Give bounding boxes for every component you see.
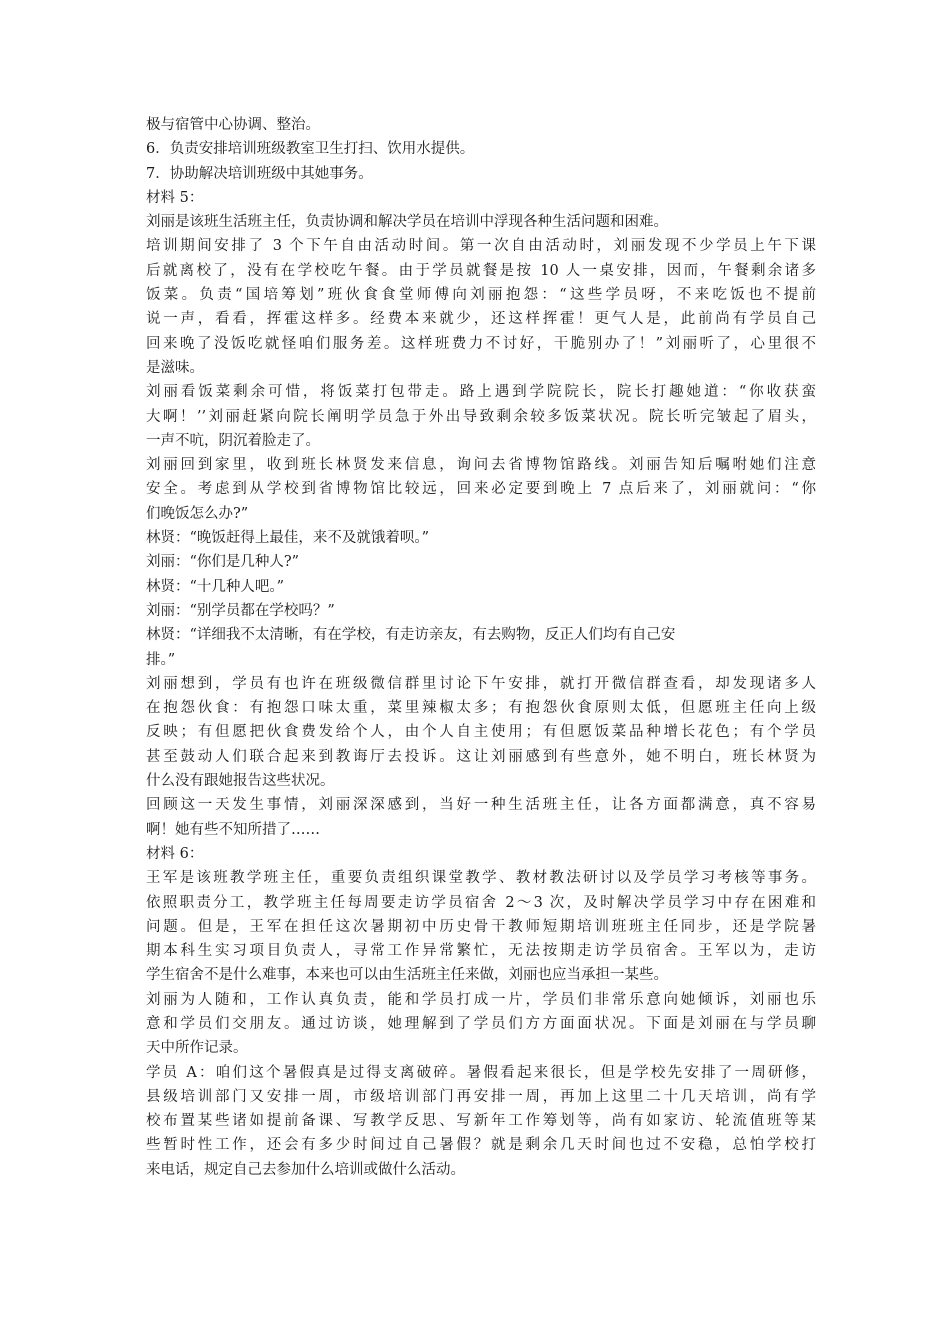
text-line: 6．负责安排培训班级教室卫生打扫、饮用水提供。 — [146, 141, 475, 158]
text-line: 材料 6： — [146, 845, 204, 862]
text-line: 刘丽回到家里，收到班长林贤发来信息，询问去省博物馆路线。刘丽告知后嘱咐她们注意 — [146, 457, 816, 474]
text-line: 刘丽想到，学员有也许在班级微信群里讨论下午安排，就打开微信群查看，却发现诸多人 — [146, 675, 816, 692]
text-line: 培训期间安排了 3 个下午自由活动时间。第一次自由活动时，刘丽发现不少学员上午下课 — [146, 238, 816, 255]
text-line: 后就离校了，没有在学校吃午餐。由于学员就餐是按 10 人一桌安排，因而，午餐剩余诸多 — [146, 262, 816, 279]
text-line: 依照职责分工，教学班主任每周要走访学员宿舍 2～3 次，及时解决学员学习中存在困难和 — [146, 894, 816, 911]
text-line: 来电话，规定自己去参加什么培训或做什么活动。 — [146, 1161, 465, 1178]
text-line: 天中所作记录。 — [146, 1040, 248, 1057]
text-line: 安全。考虑到从学校到省博物馆比较远，回来必定要到晚上 7 点后来了，刘丽就问：“你 — [146, 481, 816, 498]
text-line: 些暂时性工作，还会有多少时间过自己暑假？就是剩余几天时间也过不安稳，总怕学校打 — [146, 1137, 816, 1154]
text-line: 刘丽看饭菜剩余可惜，将饭菜打包带走。路上遇到学院院长，院长打趣她道：“你收获蛮 — [146, 384, 816, 401]
text-line: 林贤：“晚饭赶得上最佳，来不及就饿着呗。” — [146, 530, 430, 547]
text-line: 甚至鼓动人们联合起来到教诲厅去投诉。这让刘丽感到有些意外，她不明白，班长林贤为 — [146, 748, 816, 765]
text-line: 7．协助解决培训班级中其她事务。 — [146, 165, 373, 182]
text-line: 问题。但是，王军在担任这次暑期初中历史骨干教师短期培训班班主任同步，还是学院暑 — [146, 918, 816, 935]
text-line: 排。” — [146, 651, 176, 668]
text-line: 学员 A：咱们这个暑假真是过得支离破碎。暑假看起来很长，但是学校先安排了一周研修， — [146, 1064, 816, 1081]
text-line: 饭菜。负责“国培筹划”班伙食食堂师傅向刘丽抱怨：“这些学员呀，不来吃饭也不提前 — [146, 287, 816, 304]
text-line: 刘丽为人随和，工作认真负责，能和学员打成一片，学员们非常乐意向她倾诉，刘丽也乐 — [146, 991, 816, 1008]
text-line: 意和学员们交朋友。通过访谈，她理解到了学员们方方面面状况。下面是刘丽在与学员聊 — [146, 1015, 816, 1032]
text-line: 林贤：“详细我不太清晰，有在学校，有走访亲友，有去购物，反正人们均有自己安 — [146, 627, 676, 644]
text-line: 大啊！’’刘丽赶紧向院长阐明学员急于外出导致剩余较多饭菜状况。院长听完皱起了眉头， — [146, 408, 816, 425]
text-line: 在抱怨伙食：有抱怨口味太重，菜里辣椒太多；有抱怨伙食原则太低，但愿班主任向上级 — [146, 700, 816, 717]
text-line: 材料 5： — [146, 189, 204, 206]
text-line: 是滋味。 — [146, 359, 204, 376]
text-line: 期本科生实习项目负责人，寻常工作异常繁忙，无法按期走访学员宿舍。王军以为，走访 — [146, 943, 816, 960]
text-line: 刘丽：“别学员都在学校吗？” — [146, 602, 335, 619]
text-line: 回顾这一天发生事情，刘丽深深感到，当好一种生活班主任，让各方面都满意，真不容易 — [146, 797, 816, 814]
text-line: 一声不吭，阴沉着脸走了。 — [146, 432, 320, 449]
text-line: 林贤：“十几种人吧。” — [146, 578, 285, 595]
text-line: 极与宿管中心协调、整治。 — [146, 117, 320, 133]
text-line: 说一声，看看，挥霍这样多。经费本来就少，还这样挥霍！更气人是，此前尚有学员自己 — [146, 311, 816, 328]
text-line: 刘丽是该班生活班主任，负责协调和解决学员在培训中浮现各种生活问题和困难。 — [146, 214, 668, 231]
text-line: 啊！她有些不知所措了…… — [146, 821, 320, 838]
text-line: 学生宿舍不是什么难事，本来也可以由生活班主任来做，刘丽也应当承担一某些。 — [146, 967, 668, 984]
text-line: 刘丽：“你们是几种人?” — [146, 554, 300, 571]
text-line: 回来晚了没饭吃就怪咱们服务差。这样班费力不讨好，干脆别办了！”刘丽听了，心里很不 — [146, 335, 816, 352]
text-line: 反映；有但愿把伙食费发给个人，由个人自主使用；有但愿饭菜品种增长花色；有个学员 — [146, 724, 816, 741]
text-line: 什么没有跟她报告这些状况。 — [146, 773, 335, 790]
text-line: 校布置某些诸如提前备课、写教学反思、写新年工作筹划等，尚有如家访、轮流值班等某 — [146, 1113, 816, 1130]
text-line: 们晚饭怎么办?” — [146, 505, 249, 522]
text-line: 王军是该班教学班主任，重要负责组织课堂教学、教材教法研讨以及学员学习考核等事务。 — [146, 870, 816, 887]
text-line: 县级培训部门又安排一周，市级培训部门再安排一周，再加上这里二十几天培训，尚有学 — [146, 1088, 816, 1105]
document-body — [146, 113, 816, 1182]
